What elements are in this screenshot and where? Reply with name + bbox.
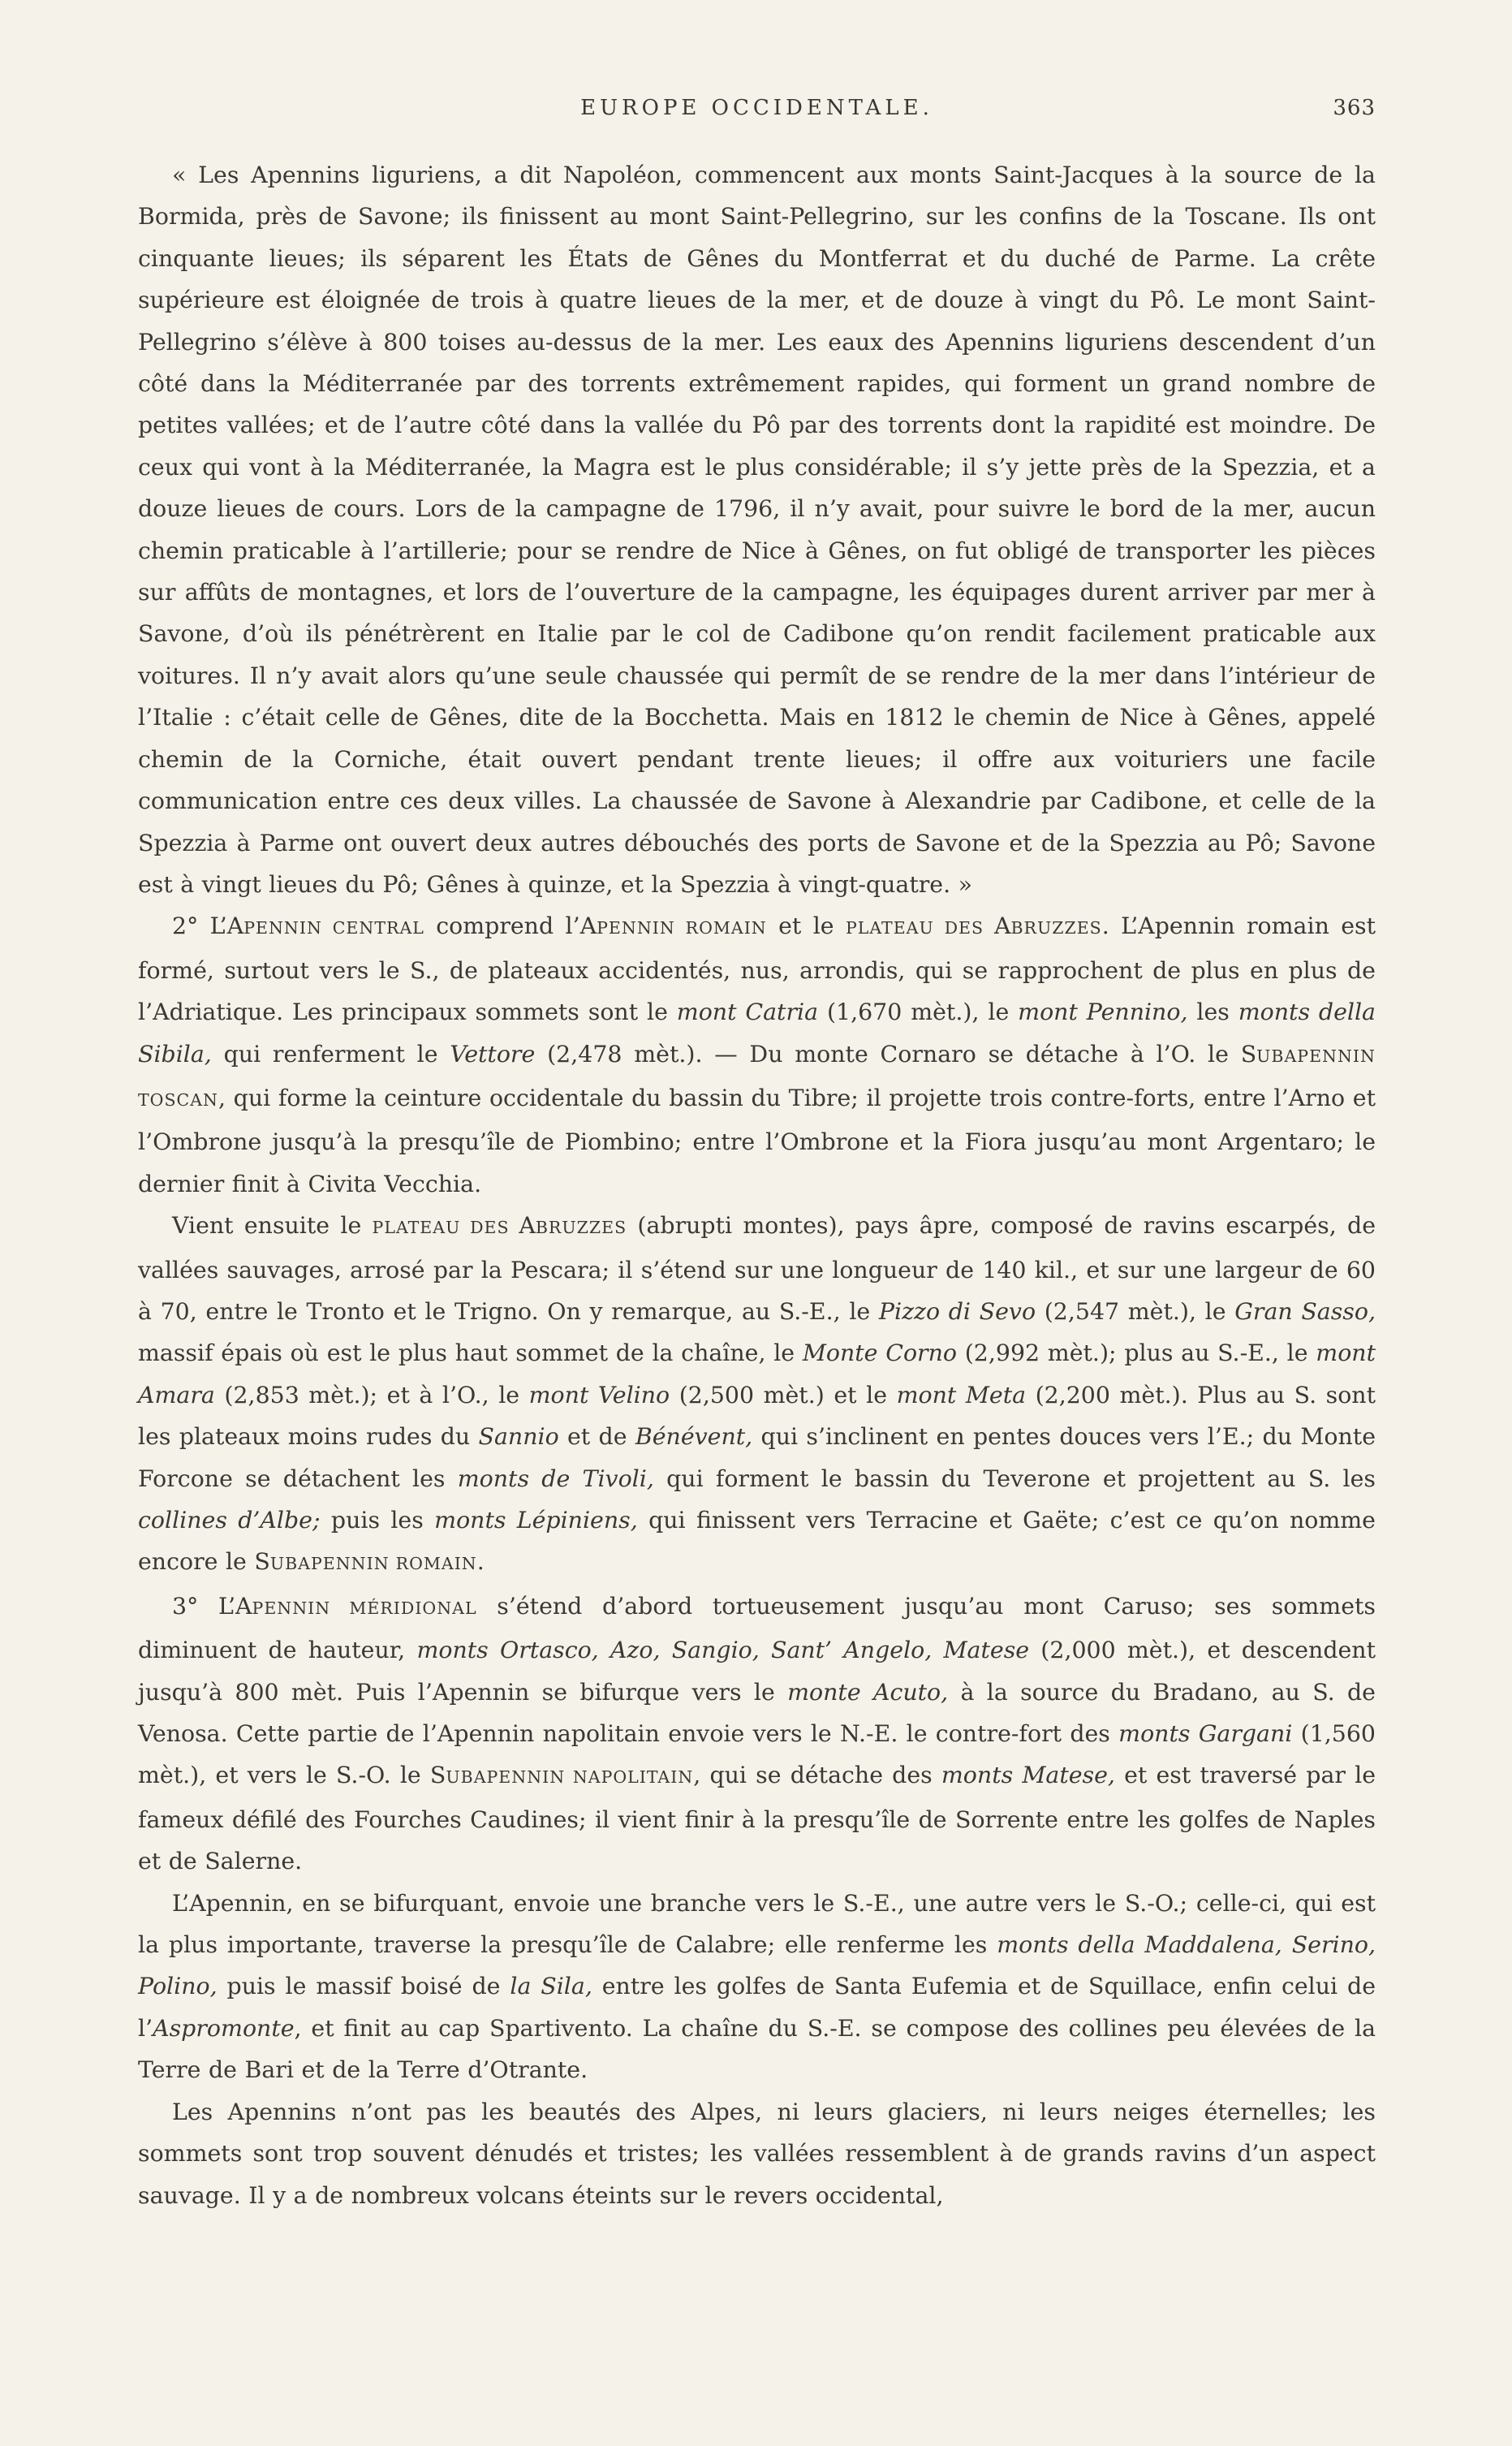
paragraph xyxy=(138,1883,1376,2091)
small-caps-text: PENNIN CENTRAL xyxy=(243,918,424,938)
italic-text: collines d’Albe; xyxy=(138,1507,321,1534)
text-run: puis les xyxy=(320,1507,435,1534)
text-run: puis le massif boisé de xyxy=(217,1973,510,2000)
small-caps-initial: A xyxy=(226,912,244,940)
text-run: et le xyxy=(766,912,846,940)
italic-text: monts Ortasco, Azo, Sangio, Sant’ Angelo, Matese xyxy=(416,1637,1030,1664)
italic-text: Bénévent, xyxy=(635,1423,753,1451)
text-run: (1,560 mèt.), et vers le S.-O. le xyxy=(138,1720,1376,1789)
text-run: , qui forme la ceinture occidentale du bassin du Tibre; il projette trois contre-forts, entre l’Arno et l’Ombrone jusqu’à la presqu’île de Piombino; entre l’Ombrone et la Fiora jusqu’au mont Argentaro; le dernier finit à Civita Vecchia. xyxy=(138,1084,1376,1197)
italic-text: Gran Sasso, xyxy=(1234,1297,1376,1325)
italic-text: mont Velino xyxy=(528,1381,670,1408)
text-run: massif épais où est le plus haut sommet de la chaîne, le xyxy=(138,1339,803,1367)
running-header xyxy=(138,96,1376,128)
text-run: (2,500 mèt.) et le xyxy=(670,1381,897,1408)
small-caps-text: PLATEAU DES xyxy=(372,1218,519,1238)
text-run: qui renferment le xyxy=(211,1040,450,1068)
text-run: (2,992 mèt.); plus au S.-E., le xyxy=(956,1339,1316,1367)
text-run: qui forment le bassin du Teverone et projettent au S. les xyxy=(653,1465,1376,1492)
italic-text: monte Acuto, xyxy=(787,1678,949,1706)
small-caps-initial: A xyxy=(519,1212,536,1240)
small-caps-initial: A xyxy=(235,1592,252,1620)
text-run: (2,200 mèt.). Plus au S. sont les plateaux moins rudes du xyxy=(138,1381,1376,1451)
italic-text: monts Lépiniens, xyxy=(434,1507,638,1534)
italic-text: mont Catria xyxy=(676,999,819,1026)
paragraph xyxy=(138,154,1376,905)
text-run: (abrupti montes), pays âpre, composé de ravins escarpés, de vallées sauvages, arrosé par la Pescara; il s’étend sur une longueur de 140 kil., et sur une largeur de 60 à 70, entre le Tronto et le Trigno. On y remarque, au S.-E., le xyxy=(138,1212,1376,1325)
text-run: Les Apennins n’ont pas les beautés des Alpes, ni leurs glaciers, ni leurs neiges éternelles; les sommets sont trop souvent dénudés et tristes; les vallées ressemblent à de grands ravins d’un aspect sauvage. Il y a de nombreux volcans éteints sur le revers occidental, xyxy=(138,2098,1376,2209)
text-run: Vient ensuite le xyxy=(172,1212,373,1240)
small-caps-text: UBAPENNIN TOSCAN xyxy=(138,1046,1376,1110)
text-run: L’Apennin, en se bifurquant, envoie une branche vers le S.-E., une autre vers le S.-O.; celle-ci, qui est la plus importante, traverse la presqu’île de Calabre; elle renferme les xyxy=(138,1889,1376,1959)
italic-text: Sannio xyxy=(478,1423,559,1451)
paragraph xyxy=(138,905,1376,1205)
small-caps-text: UBAPENNIN NAPOLITAIN xyxy=(446,1767,694,1788)
paragraph xyxy=(138,2091,1376,2216)
italic-text: Monte Corno xyxy=(802,1339,957,1367)
text-run: « Les Apennins liguriens, a dit Napoléon, commencent aux monts Saint-Jacques à la source de la Bormida, près de Savone; ils finissent au mont Saint-Pellegrino, sur les confins de la Toscane. Ils ont cinquante lieues; ils séparent les États de Gênes du Montferrat et du duché de Parme. La crête supérieure est éloignée de trois à quatre lieues de la mer, et de douze à vingt du Pô. Le mont Saint-Pellegrino s’élève à 800 toises au-dessus de la mer. Les eaux des Apennins liguriens descendent d’un côté dans la Méditerranée par des torrents extrêmement rapides, qui forment un grand nombre de petites vallées; et de l’autre côté dans la vallée du Pô par des torrents dont la rapidité est moindre. De ceux qui vont à la Méditerranée, la Magra est le plus considérable; il s’y jette près de la Spezzia, et a douze lieues de cours. Lors de la campagne de 1796, il n’y avait, pour suivre le bord de la mer, aucun chemin praticable à l’artillerie; pour se rendre de Nice à Gênes, on fut obligé de transporter les pièces sur affûts de montagnes, et lors de l’ouverture de la campagne, les équipages durent arriver par mer à Savone, d’où ils pénétrèrent en Italie par le col de Cadibone qu’on rendit facilement praticable aux voitures. Il n’y avait alors qu’une seule chaussée qui permît de se rendre de la mer dans l’intérieur de l’Italie : c’était celle de Gênes, dite de la Bocchetta. Mais en 1812 le chemin de Nice à Gênes, appelé chemin de la Corniche, était ouvert pendant trente lieues; il offre aux voituriers une facile communication entre ces deux villes. La chaussée de Savone à Alexandrie par Cadibone, et celle de la Spezzia à Parme ont ouvert deux autres débouchés des ports de Savone et de la Spezzia au Pô; Savone est à vingt lieues du Pô; Gênes à quinze, et la Spezzia à vingt-quatre. » xyxy=(138,162,1376,898)
text-run: s’étend d’abord tortueusement jusqu’au mont Caruso; ses sommets diminuent de hauteur, xyxy=(138,1592,1376,1664)
text-run: . L’Apennin romain est formé, surtout vers le S., de plateaux accidentés, nus, arrondis, qui se rapprochent de plus en plus de l’Adriatique. Les principaux sommets sont le xyxy=(138,912,1376,1026)
text-run: qui finissent vers Terracine et Gaëte; c’est ce qu’on nomme encore le xyxy=(138,1507,1376,1576)
page-number: 363 xyxy=(1333,96,1376,120)
text-run: les xyxy=(1187,999,1238,1026)
italic-text: monts della Maddalena, Serino, Polino, xyxy=(138,1931,1376,2000)
italic-text: monts della Sibila, xyxy=(138,999,1376,1068)
paragraph xyxy=(138,1585,1376,1883)
text-run: comprend l’ xyxy=(424,912,580,940)
small-caps-text: PLATEAU DES xyxy=(845,918,994,938)
text-run: , et finit au cap Spartivento. La chaîne du S.-E. se compose des collines peu élevées de la Terre de Bari et de la Terre d’Otrante. xyxy=(138,2014,1376,2084)
text-run: 2° L’ xyxy=(172,912,227,940)
text-run: (2,853 mèt.); et à l’O., le xyxy=(214,1381,529,1408)
text-run: . xyxy=(476,1548,485,1576)
text-run: (2,478 mèt.). — Du monte Cornaro se détache à l’O. le xyxy=(535,1040,1241,1068)
italic-text: monts Gargani xyxy=(1118,1720,1293,1748)
text-run: 3° L’ xyxy=(172,1592,236,1620)
small-caps-text: PENNIN MÉRIDIONAL xyxy=(252,1598,477,1618)
italic-text: Pizzo di Sevo xyxy=(878,1297,1036,1325)
paragraph xyxy=(138,1205,1376,1585)
small-caps-text: BRUZZES xyxy=(535,1218,627,1238)
small-caps-initial: A xyxy=(993,912,1011,940)
text-run: , qui se détache des xyxy=(693,1762,941,1789)
italic-text: la Sila, xyxy=(510,1973,592,2000)
text-run: (1,670 mèt.), le xyxy=(818,999,1019,1026)
italic-text: mont Pennino, xyxy=(1018,999,1188,1026)
italic-text: Vettore xyxy=(450,1040,536,1068)
italic-text: mont Amara xyxy=(138,1339,1376,1408)
small-caps-initial: S xyxy=(254,1548,270,1576)
italic-text: mont Meta xyxy=(896,1381,1027,1408)
text-run: et de xyxy=(558,1423,635,1451)
small-caps-initial: S xyxy=(429,1762,446,1789)
small-caps-text: PENNIN ROMAIN xyxy=(597,918,767,938)
text-run: et est traversé par le fameux défilé des Fourches Caudines; il vient finir à la presqu’île de Sorrente entre les golfes de Naples et de Salerne. xyxy=(138,1762,1376,1875)
italic-text: monts Matese, xyxy=(941,1762,1115,1789)
small-caps-text: BRUZZES xyxy=(1010,918,1102,938)
small-caps-initial: A xyxy=(579,912,597,940)
text-run: (2,000 mèt.), et descendent jusqu’à 800 mèt. Puis l’Apennin se bifurque vers le xyxy=(138,1637,1376,1706)
running-title: EUROPE OCCIDENTALE. xyxy=(580,96,933,120)
text-run: entre les golfes de Santa Eufemia et de Squillace, enfin celui de l’ xyxy=(138,1973,1376,2042)
small-caps-initial: S xyxy=(1240,1040,1257,1068)
italic-text: Aspromonte xyxy=(153,2014,295,2042)
body-text xyxy=(138,154,1376,2216)
text-run: à la source du Bradano, au S. de Venosa. Cette partie de l’Apennin napolitain envoie vers le N.-E. le contre-fort des xyxy=(138,1678,1376,1748)
small-caps-text: UBAPENNIN ROMAIN xyxy=(269,1554,477,1574)
text-run: (2,547 mèt.), le xyxy=(1036,1297,1235,1325)
italic-text: monts de Tivoli, xyxy=(457,1465,654,1492)
text-run: qui s’inclinent en pentes douces vers l’E.; du Monte Forcone se détachent les xyxy=(138,1423,1376,1492)
